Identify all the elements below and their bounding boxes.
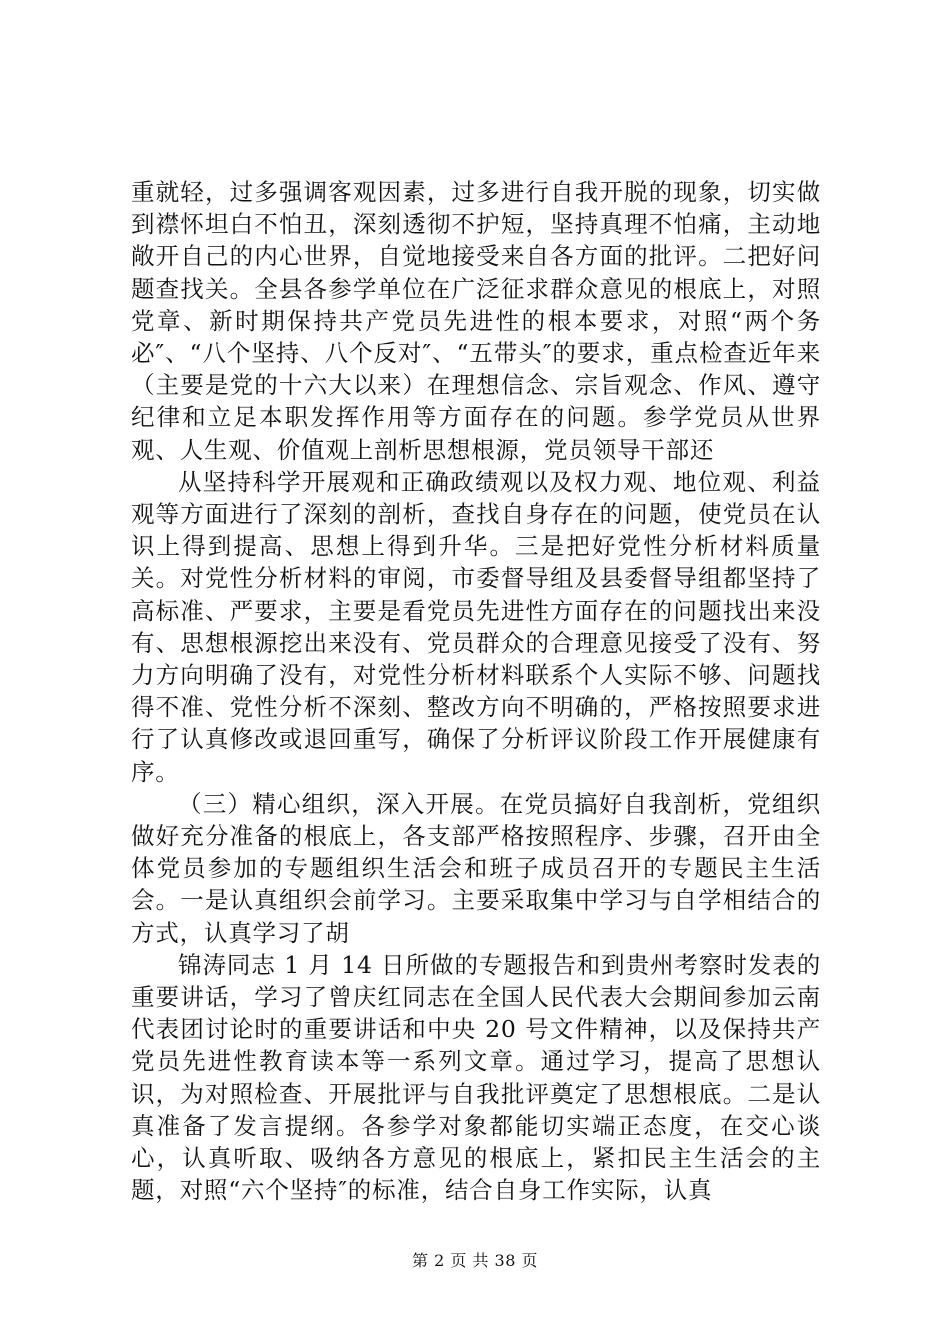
paragraph-3: （三）精心组织，深入开展。在党员搞好自我剖析，党组织做好充分准备的根底上，各支部严格按照程序、步骤，召开由全体党员参加的专题组织生活会和班子成员召开的专题民主生活会。一是认真组织会前学习。主要采取集中学习与自学相结合的方式，认真学习了胡 bbox=[131, 789, 821, 947]
page-number-footer: 第 2 页 共 38 页 bbox=[412, 1251, 538, 1270]
paragraph-4: 锦涛同志 1 月 14 日所做的专题报告和到贵州考察时发表的重要讲话，学习了曾庆红同志在全国人民代表大会期间参加云南代表团讨论时的重要讲话和中央 20 号文件精神，以及保持共产党员先进性教育读本等一系列文章。通过学习，提高了思想认识，为对照检查、开展批评与自我批评奠定了思想根底。二是认真准备了发言提纲。各参学对象都能切实端正态度，在交心谈心，认真听取、吸纳各方意见的根底上，紧扣民主生活会的主题，对照“六个坚持″的标准，结合自身工作实际，认真 bbox=[131, 950, 821, 1205]
paragraph-1: 重就轻，过多强调客观因素，过多进行自我开脱的现象，切实做到襟怀坦白不怕丑，深刻透彻不护短，坚持真理不怕痛，主动地敞开自己的内心世界，自觉地接受来自各方面的批评。二把好问题查找关。全县各参学单位在广泛征求群众意见的根底上，对照党章、新时期保持共产党员先进性的根本要求，对照“两个务必″、“八个坚持、八个反对″、“五带头″的要求，重点检查近年来（主要是党的十六大以来）在理想信念、宗旨观念、作风、遵守纪律和立足本职发挥作用等方面存在的问题。参学党员从世界观、人生观、价值观上剖析思想根源，党员领导干部还 bbox=[131, 178, 821, 464]
paragraph-2: 从坚持科学开展观和正确政绩观以及权力观、地位观、利益观等方面进行了深刻的剖析，查找自身存在的问题，使党员在认识上得到提高、思想上得到升华。三是把好党性分析材料质量关。对党性分析材料的审阅，市委督导组及县委督导组都坚持了高标准、严要求，主要是看党员先进性方面存在的问题找出来没有、思想根源挖出来没有、党员群众的合理意见接受了没有、努力方向明确了没有，对党性分析材料联系个人实际不够、问题找得不准、党性分析不深刻、整改方向不明确的，严格按照要求进行了认真修改或退回重写，确保了分析评议阶段工作开展健康有序。 bbox=[131, 467, 821, 786]
body-text bbox=[131, 176, 821, 1207]
